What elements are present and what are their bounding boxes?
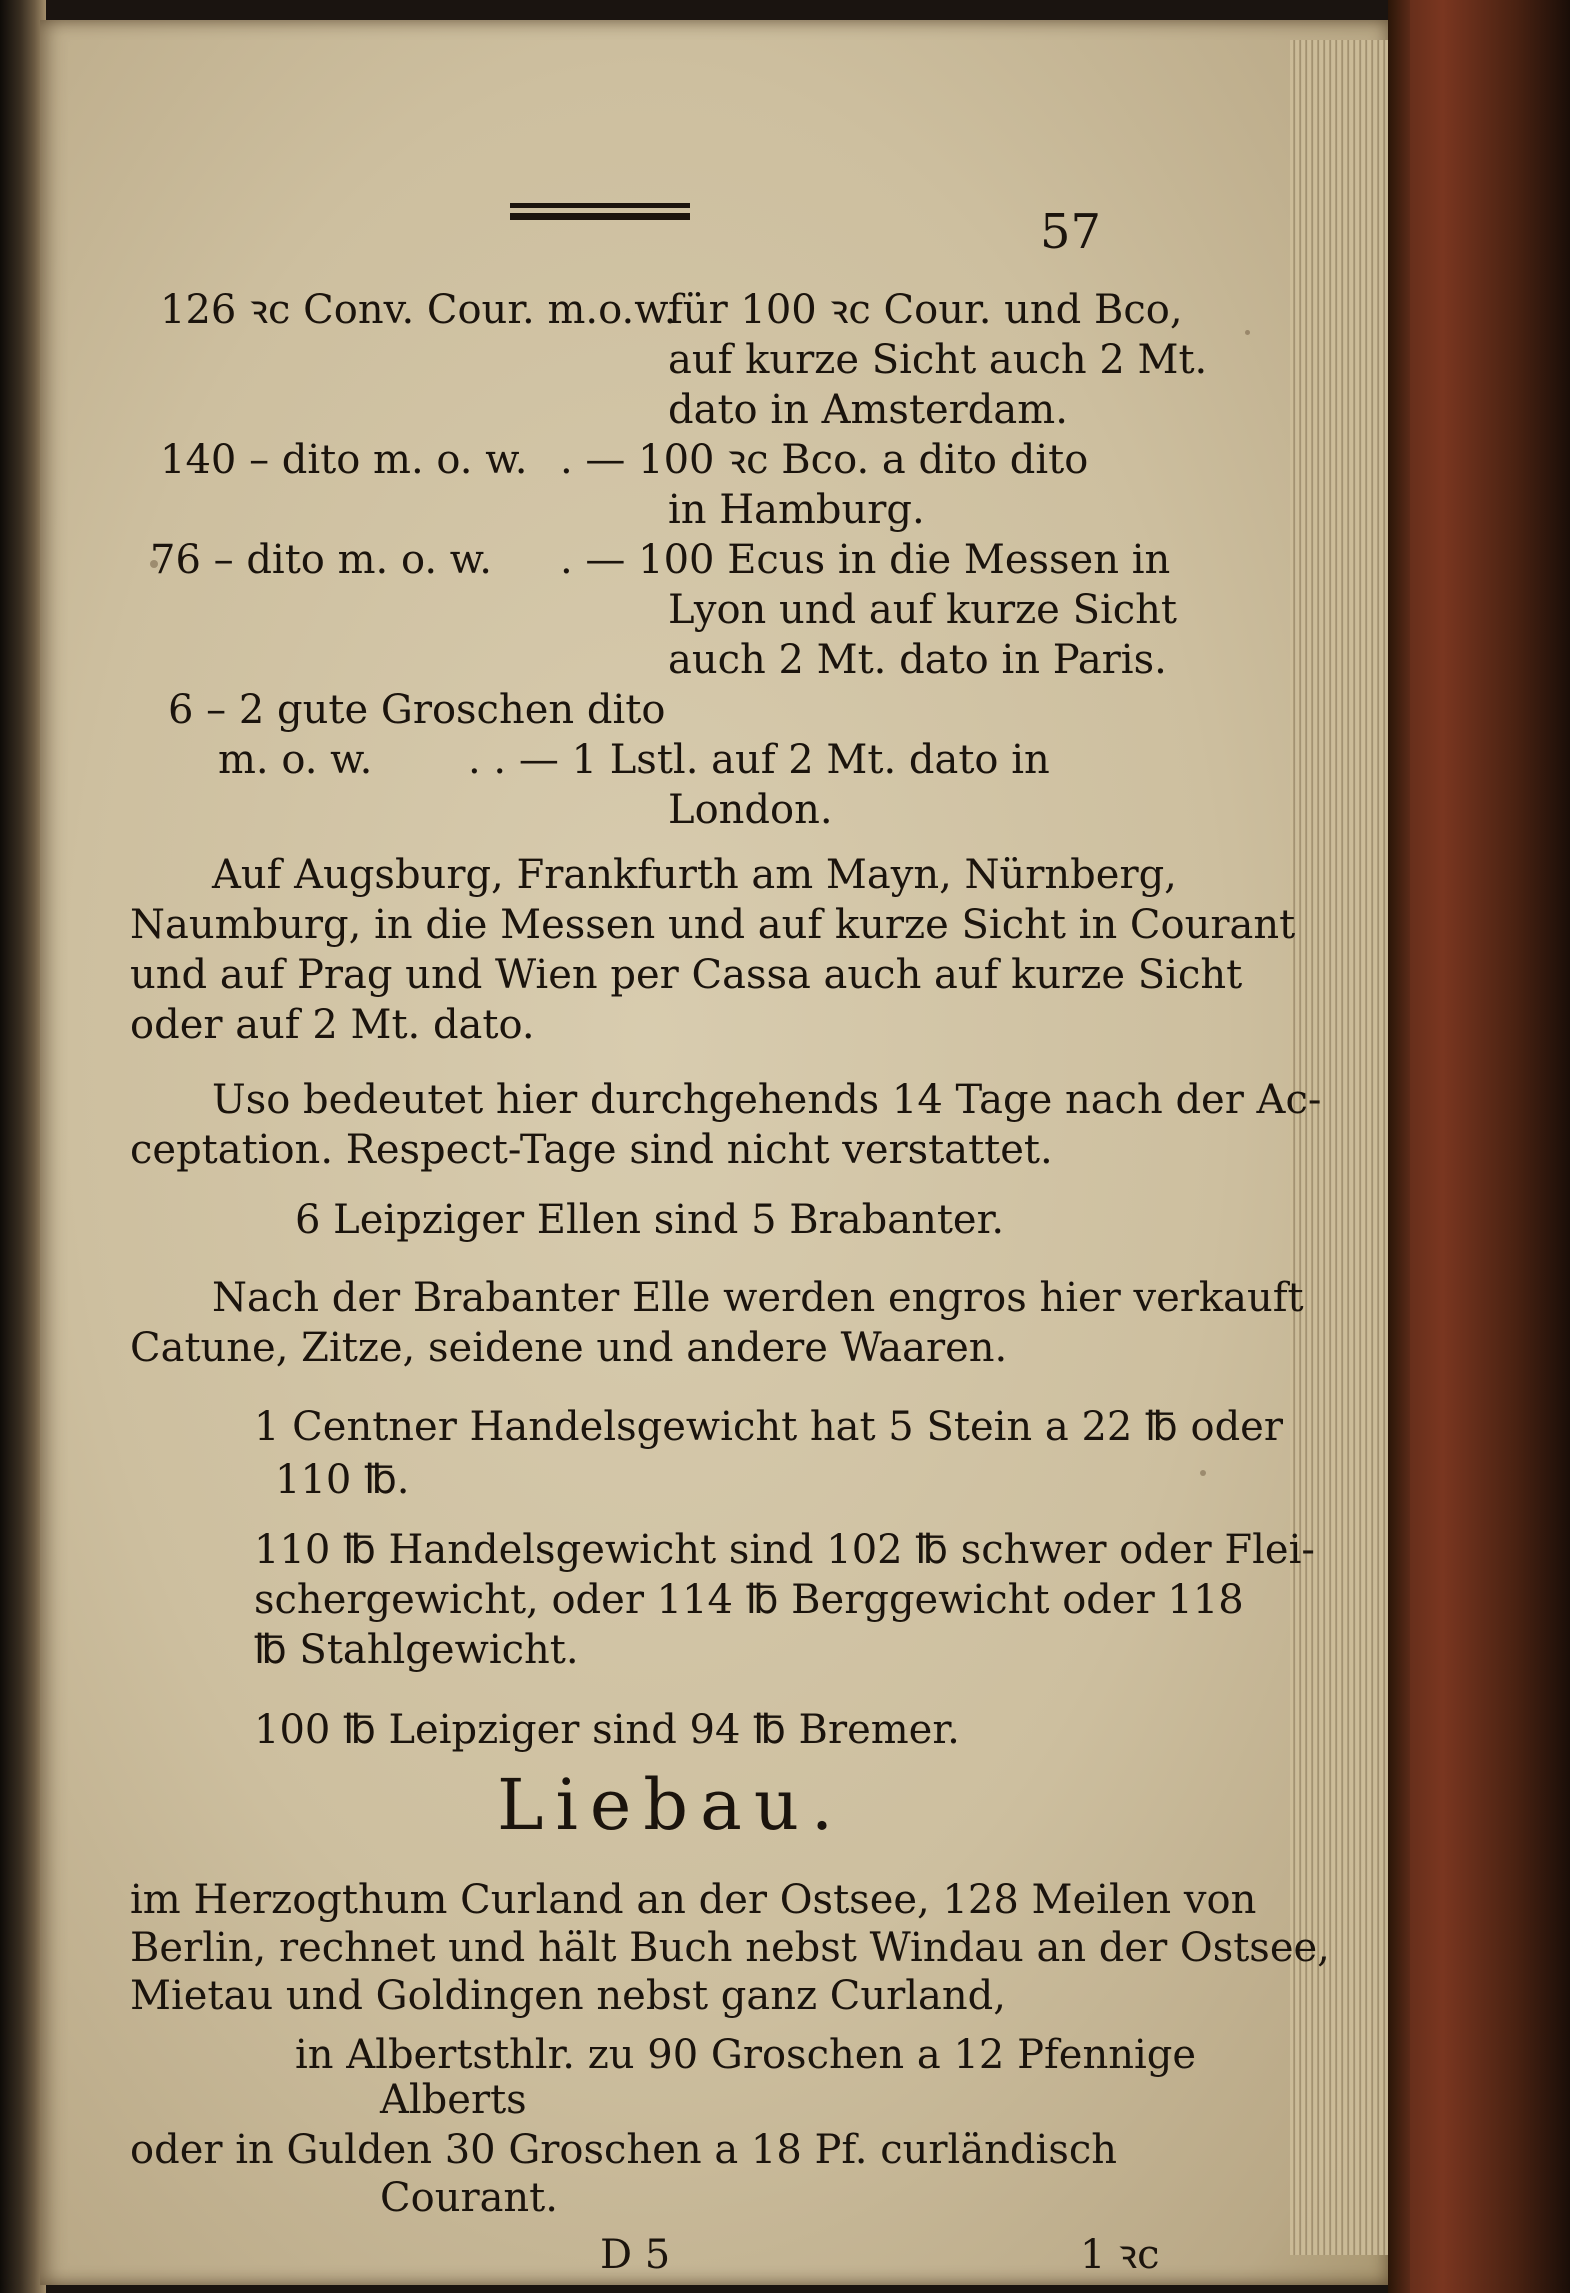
paragraph-line: Naumburg, in die Messen und auf kurze Sicht in Courant — [130, 902, 1296, 948]
paragraph-line: Uso bedeutet hier durchgehends 14 Tage nach der Ac- — [212, 1077, 1322, 1123]
paragraph-line: und auf Prag und Wien per Cassa auch auf kurze Sicht — [130, 952, 1243, 998]
rate-amount: 140 – dito m. o. w. — [160, 437, 528, 483]
paragraph-line: 110 ℔ Handelsgewicht sind 102 ℔ schwer oder Flei- — [254, 1527, 1315, 1573]
intro-line: im Herzogthum Curland an der Ostsee, 128 Meilen von — [130, 1877, 1257, 1923]
rate-line: auch 2 Mt. dato in Paris. — [668, 637, 1167, 683]
rate-line: für 100 ꝛc Cour. und Bco, — [668, 287, 1183, 333]
rate-line: . . — 1 Lstl. auf 2 Mt. dato in — [468, 737, 1050, 783]
paragraph-line: Catune, Zitze, seidene und andere Waaren. — [130, 1325, 1008, 1371]
rate-line: . — 100 Ecus in die Messen in — [560, 537, 1171, 583]
rate-line: in Hamburg. — [668, 487, 925, 533]
rate-line: Lyon und auf kurze Sicht — [668, 587, 1178, 633]
rate-amount: 6 – 2 gute Groschen dito — [168, 687, 666, 733]
rate-line: . — 100 ꝛc Bco. a dito dito — [560, 437, 1089, 483]
page-stack-edge — [1290, 40, 1390, 2255]
rate-line: auf kurze Sicht auch 2 Mt. — [668, 337, 1208, 383]
currency-line: oder in Gulden 30 Groschen a 18 Pf. curländisch — [130, 2127, 1118, 2173]
paragraph-line: ceptation. Respect-Tage sind nicht verstattet. — [130, 1127, 1053, 1173]
rate-line: London. — [668, 787, 833, 833]
intro-line: Berlin, rechnet und hält Buch nebst Windau an der Ostsee, — [130, 1925, 1330, 1971]
paragraph-line: 100 ℔ Leipziger sind 94 ℔ Bremer. — [254, 1707, 960, 1753]
rate-amount: 76 – dito m. o. w. — [150, 537, 492, 583]
paragraph-line: 110 ℔. — [275, 1457, 410, 1503]
page-number: 57 — [1040, 204, 1102, 260]
intro-line: Mietau und Goldingen nebst ganz Curland, — [130, 1973, 1006, 2019]
ink-spot — [1200, 1470, 1206, 1476]
header-rule — [510, 203, 690, 221]
signature-mark: D 5 — [600, 2232, 671, 2278]
rate-amount: 126 ꝛc Conv. Cour. m.o.w. — [160, 287, 677, 333]
paragraph-line: 1 Centner Handelsgewicht hat 5 Stein a 22 ℔ oder — [254, 1404, 1283, 1450]
catchword: 1 ꝛc — [1080, 2232, 1160, 2278]
rate-line: dato in Amsterdam. — [668, 387, 1068, 433]
ink-spot — [1245, 330, 1250, 335]
paragraph-line: Nach der Brabanter Elle werden engros hier verkauft — [212, 1275, 1304, 1321]
currency-line: Alberts — [380, 2077, 527, 2123]
paragraph-line: schergewicht, oder 114 ℔ Berggewicht oder 118 — [254, 1577, 1244, 1623]
currency-line: Courant. — [380, 2175, 558, 2221]
book-cover-edge — [1388, 0, 1570, 2293]
currency-line: in Albertsthlr. zu 90 Groschen a 12 Pfennige — [295, 2032, 1197, 2078]
section-heading: Liebau. — [497, 1764, 846, 1846]
paragraph-line: ℔ Stahlgewicht. — [254, 1627, 579, 1673]
rate-amount-cont: m. o. w. — [218, 737, 373, 783]
paragraph-line: 6 Leipziger Ellen sind 5 Brabanter. — [295, 1197, 1005, 1243]
paragraph-line: Auf Augsburg, Frankfurth am Mayn, Nürnberg, — [212, 852, 1177, 898]
paragraph-line: oder auf 2 Mt. dato. — [130, 1002, 535, 1048]
